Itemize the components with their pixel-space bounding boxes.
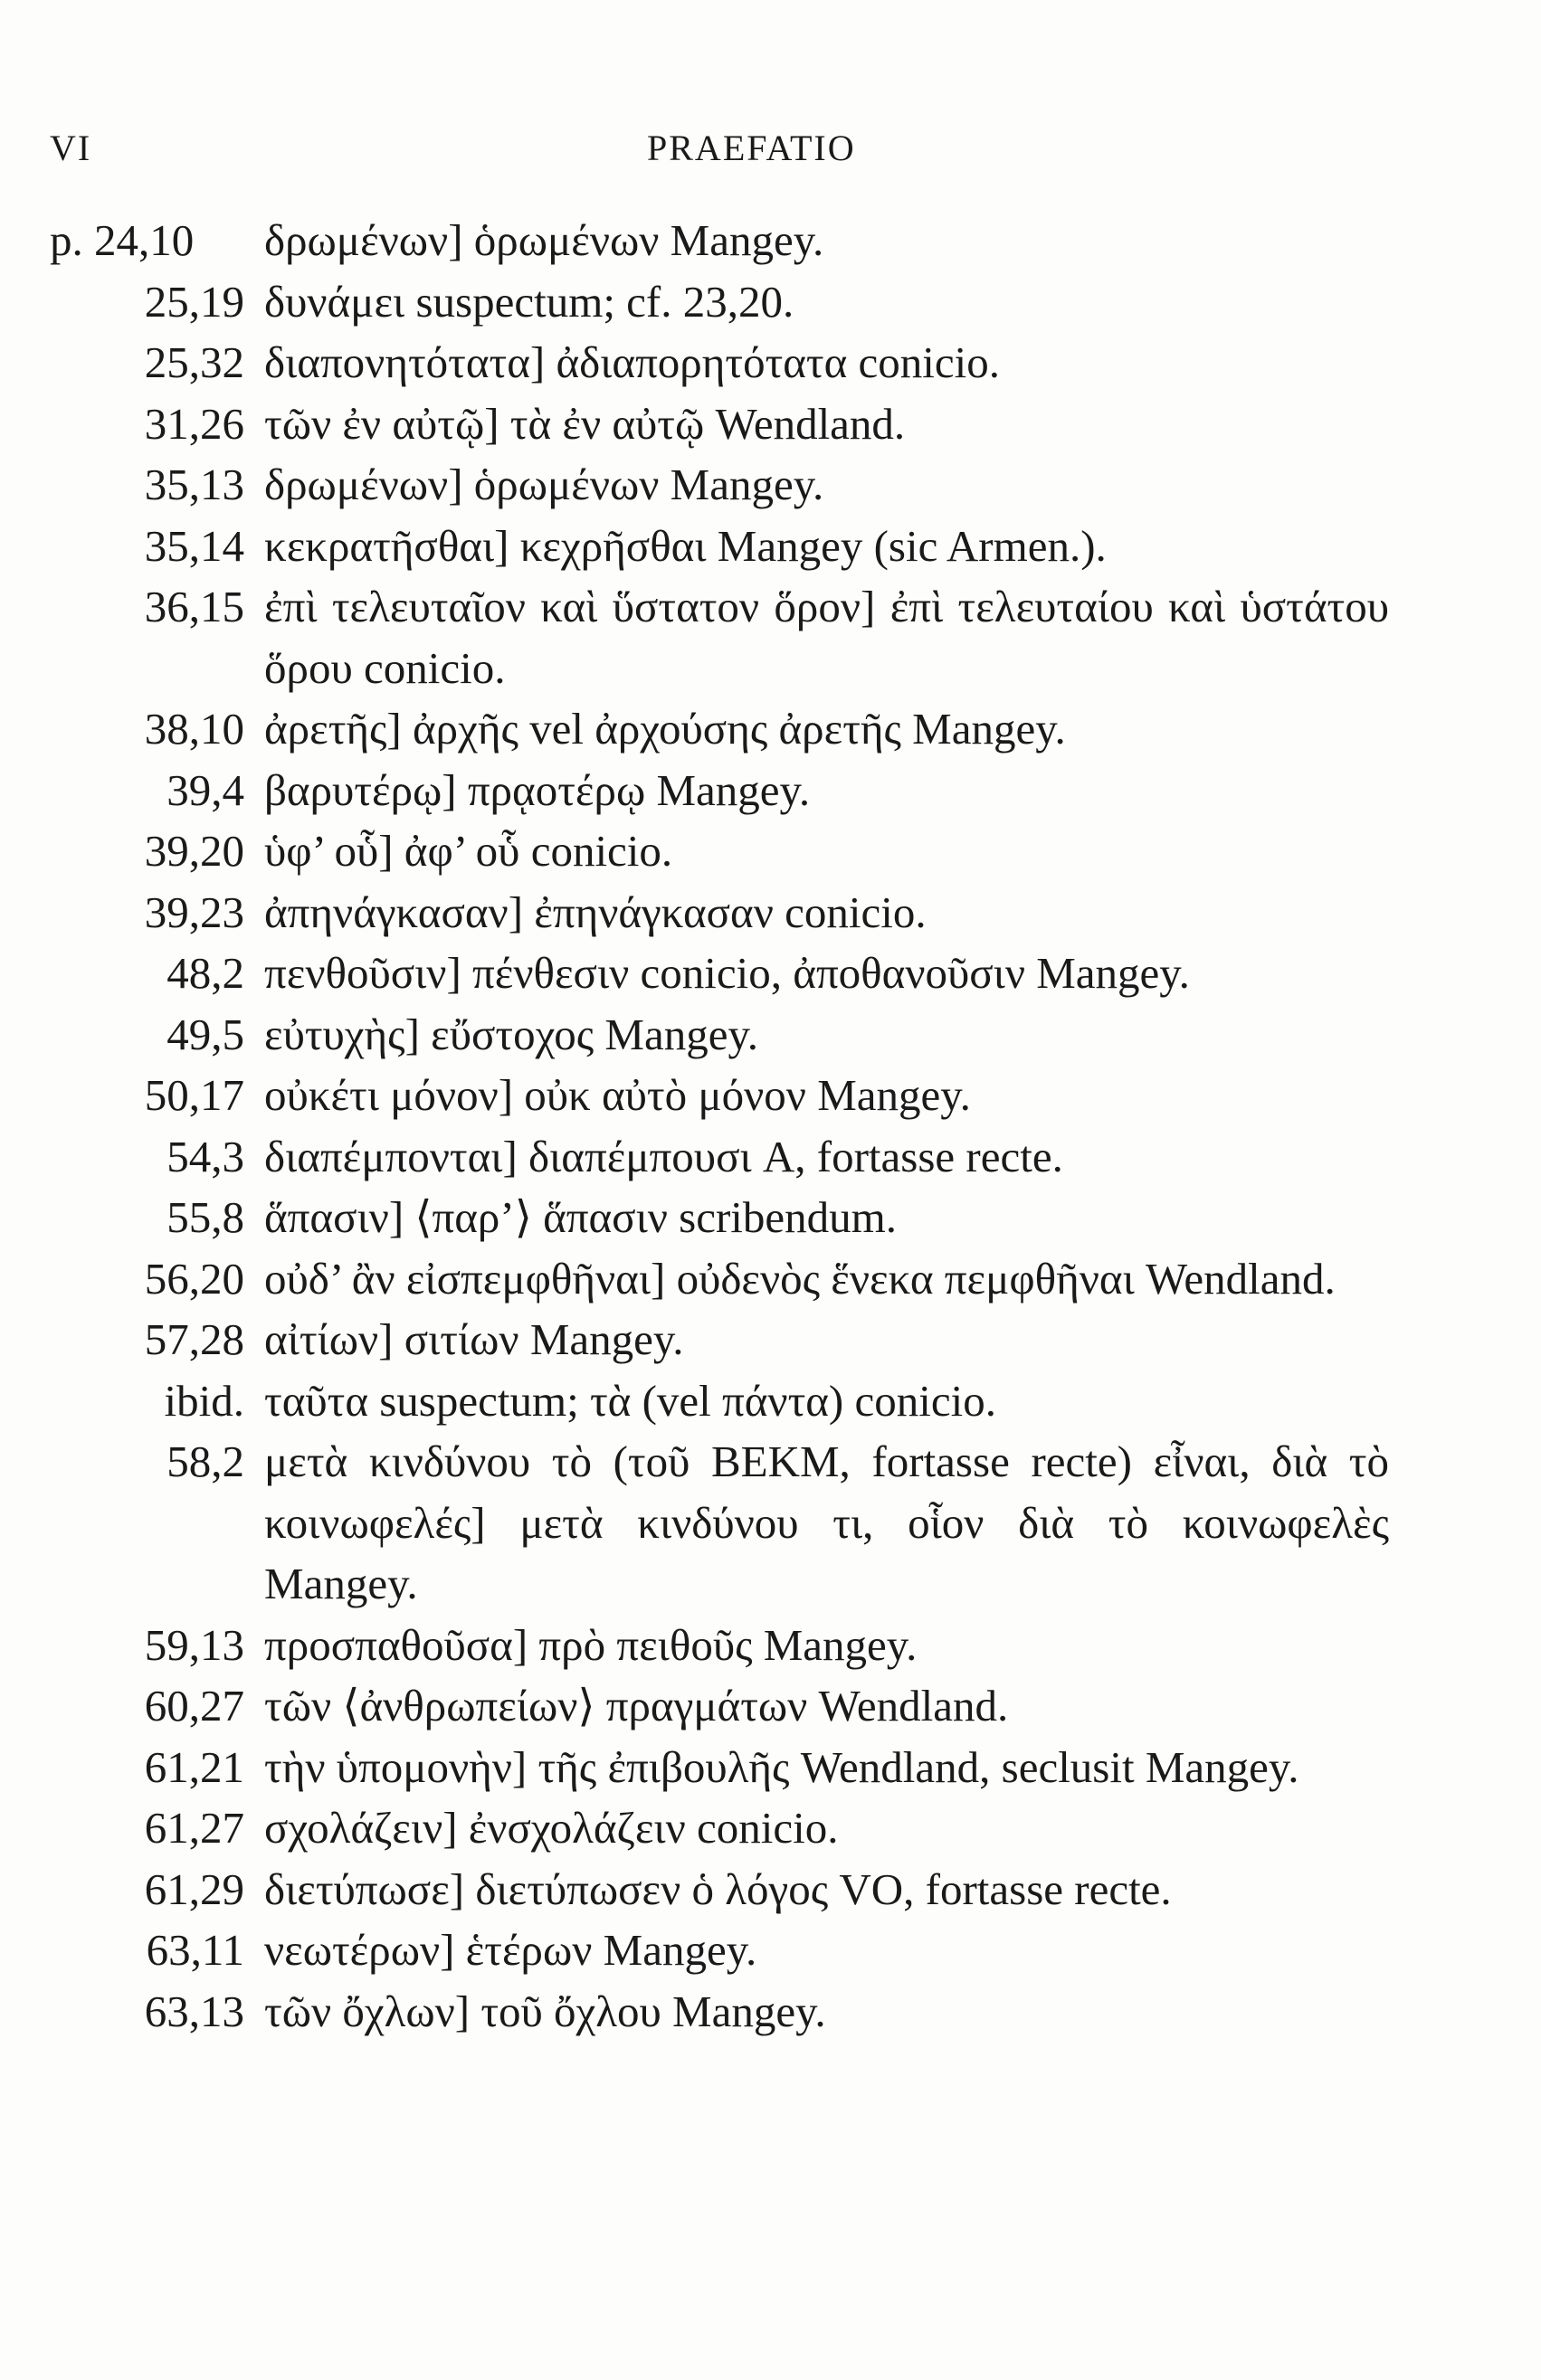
note-text: μετὰ κινδύνου τὸ (τοῦ BEKM, fortasse recte) εἶναι, διὰ τὸ κοινωφελές] μετὰ κινδύνου τι, οἷον διὰ τὸ κοινωφελὲς Mangey. (264, 1437, 1389, 1608)
note-reference: 58,2 (166, 1437, 244, 1486)
note-text: τῶν ἐν αὐτῷ] τὰ ἐν αὐτῷ Wendland. (264, 398, 906, 449)
note-entry (50, 1126, 1389, 1188)
note-reference: 38,10 (144, 704, 244, 754)
note-entry (50, 1370, 1389, 1432)
note-text: δρωμένων] ὁρωμένων Mangey. (264, 460, 824, 509)
note-entry (50, 332, 1389, 394)
note-text: διετύπωσε] διετύπωσεν ὁ λόγος VO, fortasse recte. (264, 1863, 1172, 1914)
note-reference: 63,13 (144, 1986, 244, 2036)
note-entry (50, 1615, 1389, 1676)
note-reference: 61,21 (144, 1741, 244, 1792)
note-entry (50, 1797, 1389, 1859)
note-reference: 39,23 (144, 887, 244, 937)
note-reference: 59,13 (144, 1619, 244, 1670)
note-entry (50, 1187, 1389, 1248)
note-entry (50, 1309, 1389, 1370)
note-reference: 63,11 (146, 1925, 244, 1975)
note-reference: 25,19 (144, 276, 244, 327)
note-entry (50, 1004, 1389, 1066)
note-reference: 35,14 (144, 520, 244, 571)
note-text: σχολάζειν] ἐνσχολάζειν conicio. (264, 1803, 839, 1853)
note-text: νεωτέρων] ἑτέρων Mangey. (264, 1925, 757, 1975)
note-reference: 31,26 (144, 398, 244, 449)
note-entry (50, 760, 1389, 821)
note-text: εὐτυχὴς] εὔστοχος Mangey. (264, 1009, 759, 1059)
note-text: ἀρετῆς] ἀρχῆς vel ἀρχούσης ἀρετῆς Mangey. (264, 704, 1066, 754)
note-entry (50, 271, 1389, 333)
note-entry (50, 1248, 1389, 1310)
note-reference: 36,15 (144, 582, 244, 631)
note-reference: 39,20 (144, 826, 244, 876)
note-reference: 25,32 (144, 337, 244, 387)
note-reference: 35,13 (144, 460, 244, 509)
note-entry (50, 1859, 1389, 1920)
note-text: ἀπηνάγκασαν] ἐπηνάγκασαν conicio. (264, 887, 927, 937)
note-entry (50, 1737, 1389, 1798)
note-reference: 61,27 (144, 1803, 244, 1853)
running-title: PRAEFATIO (647, 128, 856, 168)
note-text: ταῦτα suspectum; τὰ (vel πάντα) conicio. (264, 1375, 996, 1426)
note-entry (50, 1065, 1389, 1126)
note-text: δρωμένων] ὁρωμένων Mangey. (264, 215, 824, 265)
note-reference: 60,27 (144, 1681, 244, 1730)
note-reference: 61,29 (144, 1863, 244, 1914)
note-text: προσπαθοῦσα] πρὸ πειθοῦς Mangey. (264, 1619, 918, 1670)
note-text: οὐκέτι μόνον] οὐκ αὐτὸ μόνον Mangey. (264, 1070, 971, 1120)
note-reference: 39,4 (166, 764, 244, 815)
note-entry (50, 882, 1389, 943)
note-text: τὴν ὑπομονὴν] τῆς ἐπιβουλῆς Wendland, seclusit Mangey. (264, 1741, 1299, 1792)
note-text: δυνάμει suspectum; cf. 23,20. (264, 276, 794, 327)
note-reference: 49,5 (166, 1009, 244, 1059)
note-text: οὐδ’ ἂν εἰσπεμφθῆναι] οὐδενὸς ἕνεκα πεμφθῆναι Wendland. (264, 1253, 1336, 1304)
note-entry (50, 1920, 1389, 1981)
note-text: πενθοῦσιν] πένθεσιν conicio, ἀποθανοῦσιν Mangey. (264, 948, 1190, 998)
note-text: τῶν ⟨ἀνθρωπείων⟩ πραγμάτων Wendland. (264, 1681, 1009, 1730)
note-text: αἰτίων] σιτίων Mangey. (264, 1314, 684, 1364)
note-entry (50, 516, 1389, 577)
page-header (50, 127, 1401, 181)
note-text: διαπέμπονται] διαπέμπουσι A, fortasse recte. (264, 1131, 1063, 1181)
note-reference: 55,8 (166, 1192, 244, 1242)
critical-notes-list (50, 210, 1389, 2042)
note-text: ἅπασιν] ⟨παρ’⟩ ἅπασιν scribendum. (264, 1192, 898, 1242)
note-entry (50, 454, 1389, 516)
note-text: τῶν ὄχλων] τοῦ ὄχλου Mangey. (264, 1986, 826, 2036)
page-number: VI (50, 128, 92, 168)
note-text: ὑφ’ οὗ] ἀφ’ οὗ conicio. (264, 826, 673, 876)
note-entry (50, 943, 1389, 1004)
note-text: ἐπὶ τελευταῖον καὶ ὕστατον ὅρον] ἐπὶ τελευταίου καὶ ὑστάτου ὅρου conicio. (264, 582, 1389, 693)
note-reference: 54,3 (166, 1131, 244, 1181)
note-text: διαπονητότατα] ἀδιαπορητότατα conicio. (264, 337, 1001, 387)
note-text: κεκρατῆσθαι] κεχρῆσθαι Mangey (sic Armen.). (264, 520, 1107, 571)
note-entry (50, 820, 1389, 882)
note-reference: 56,20 (144, 1253, 244, 1304)
note-entry (50, 1431, 1389, 1615)
note-entry (50, 1675, 1389, 1737)
note-reference: 57,28 (144, 1314, 244, 1364)
note-reference: ibid. (164, 1375, 244, 1426)
note-entry (50, 1981, 1389, 2043)
note-reference: p. 24,10 (50, 215, 195, 265)
note-entry (50, 698, 1389, 760)
note-reference: 50,17 (144, 1070, 244, 1120)
note-text: βαρυτέρῳ] πρᾳοτέρῳ Mangey. (264, 764, 811, 815)
note-reference: 48,2 (166, 948, 244, 998)
note-entry (50, 394, 1389, 455)
note-entry (50, 210, 1389, 271)
note-entry (50, 576, 1389, 698)
